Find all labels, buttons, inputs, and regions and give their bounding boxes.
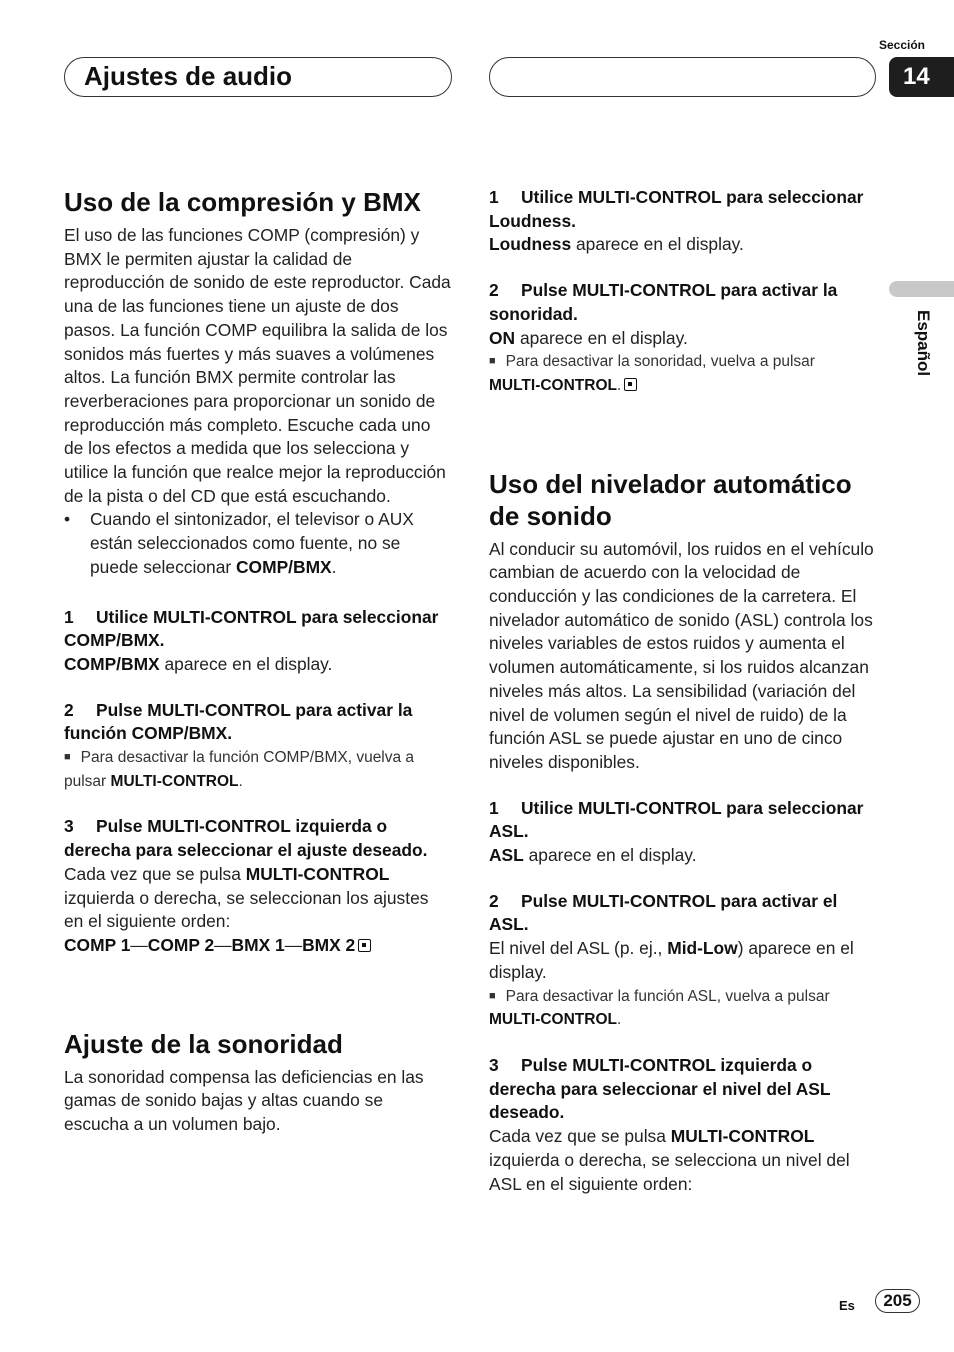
left-column — [64, 186, 452, 1137]
comp-step-2: 2 Pulse MULTI-CONTROL para activar la función COMP/BMX. — [64, 699, 413, 744]
asl-heading: Uso del nivelador automático de sonido — [489, 468, 852, 531]
comp-bmx-heading: Uso de la compresión y BMX — [64, 187, 421, 217]
asl-step-3: 3 Pulse MULTI-CONTROL izquierda o derecha para seleccionar el nivel del ASL deseado. — [489, 1054, 831, 1123]
language-tab — [889, 281, 954, 297]
comp-bmx-intro: El uso de las funciones COMP (compresión) y BMX le permiten ajustar la calidad de reproducción de sonido de este reproductor. Cada una de las funciones tiene un ajuste de dos pasos. La función COMP equilibra la salida de los sonidos más fuertes y más suaves a volúmenes altos. La función BMX permite controlar las reverberaciones para proporcionar un sonido de reproducción más completo. Escuche cada uno de los efectos a medida que los selecciona y utilice la función que realce mejor la reproducción de la pista o del CD que está escuchando. — [64, 225, 451, 506]
note-square-icon: ■ — [489, 989, 496, 1002]
asl-step-2: 2 Pulse MULTI-CONTROL para activar el ASL. — [489, 890, 838, 935]
page-number: 205 — [875, 1289, 920, 1313]
comp-step-3-desc: Cada vez que se pulsa MULTI-CONTROL izquierda o derecha, se seleccionan los ajustes en el siguiente orden: — [64, 863, 429, 932]
asl-step-1-result: ASL aparece en el display. — [489, 845, 697, 866]
comp-step-1-result: COMP/BMX aparece en el display. — [64, 653, 333, 674]
loud-step-2-note: ■ Para desactivar la sonoridad, vuelva a pulsar MULTI-CONTROL. — [489, 353, 815, 394]
asl-step-1: 1 Utilice MULTI-CONTROL para seleccionar ASL. — [489, 797, 864, 842]
comp-step-3: 3 Pulse MULTI-CONTROL izquierda o derecha para seleccionar el ajuste deseado. — [64, 816, 428, 861]
loudness-intro: La sonoridad compensa las deficiencias en las gamas de sonido bajas y altas cuando se escucha a un volumen bajo. — [64, 1066, 424, 1135]
language-label: Español — [914, 310, 933, 377]
comp-bmx-bullet: • Cuando el sintonizador, el televisor o AUX están seleccionados como fuente, no se puede seleccionar COMP/BMX. — [64, 509, 414, 577]
bullet-icon: • — [64, 509, 71, 530]
comp-sequence: COMP 1—COMP 2—BMX 1—BMX 2 — [64, 934, 452, 958]
comp-step-2-note: ■ Para desactivar la función COMP/BMX, vuelva a pulsar MULTI-CONTROL. — [64, 749, 415, 790]
footer-language-code: Es — [839, 1298, 855, 1313]
asl-intro: Al conducir su automóvil, los ruidos en el vehículo cambian de acuerdo con la velocidad de conducción y las condiciones de la carretera. El nivelador automático de sonido (ASL) controla los niveles variables de estos ruidos y aumenta el volumen automáticamente, si los ruidos alcanzan niveles más altos. La sensibilidad (variación del nivel de volumen según el nivel de ruido) de la función ASL se puede ajustar en uno de cinco niveles disponibles. — [489, 538, 874, 772]
section-label: Sección — [878, 38, 926, 52]
note-square-icon: ■ — [64, 751, 71, 764]
end-mark-icon — [358, 939, 371, 952]
note-square-icon: ■ — [489, 355, 496, 368]
loud-step-1: 1 Utilice MULTI-CONTROL para seleccionar Loudness. — [489, 187, 864, 231]
right-column — [489, 186, 877, 1196]
header-title: Ajustes de audio — [84, 61, 293, 91]
loudness-heading: Ajuste de la sonoridad — [64, 1028, 343, 1059]
asl-step-2-result: El nivel del ASL (p. ej., Mid-Low) aparece en el display. — [489, 938, 854, 982]
loud-step-2-result: ON aparece en el display. — [489, 327, 688, 348]
asl-step-3-desc: Cada vez que se pulsa MULTI-CONTROL izquierda o derecha, se selecciona un nivel del ASL en el siguiente orden: — [489, 1126, 850, 1194]
comp-step-1: 1 Utilice MULTI-CONTROL para seleccionar COMP/BMX. — [64, 606, 439, 651]
loud-step-1-result: Loudness aparece en el display. — [489, 234, 744, 255]
section-number-badge: 14 — [889, 57, 954, 97]
loud-step-2: 2 Pulse MULTI-CONTROL para activar la sonoridad. — [489, 280, 838, 324]
asl-step-2-note: ■ Para desactivar la función ASL, vuelva a pulsar MULTI-CONTROL. — [489, 987, 830, 1029]
end-mark-icon — [624, 378, 637, 391]
header-empty-frame — [489, 57, 876, 97]
